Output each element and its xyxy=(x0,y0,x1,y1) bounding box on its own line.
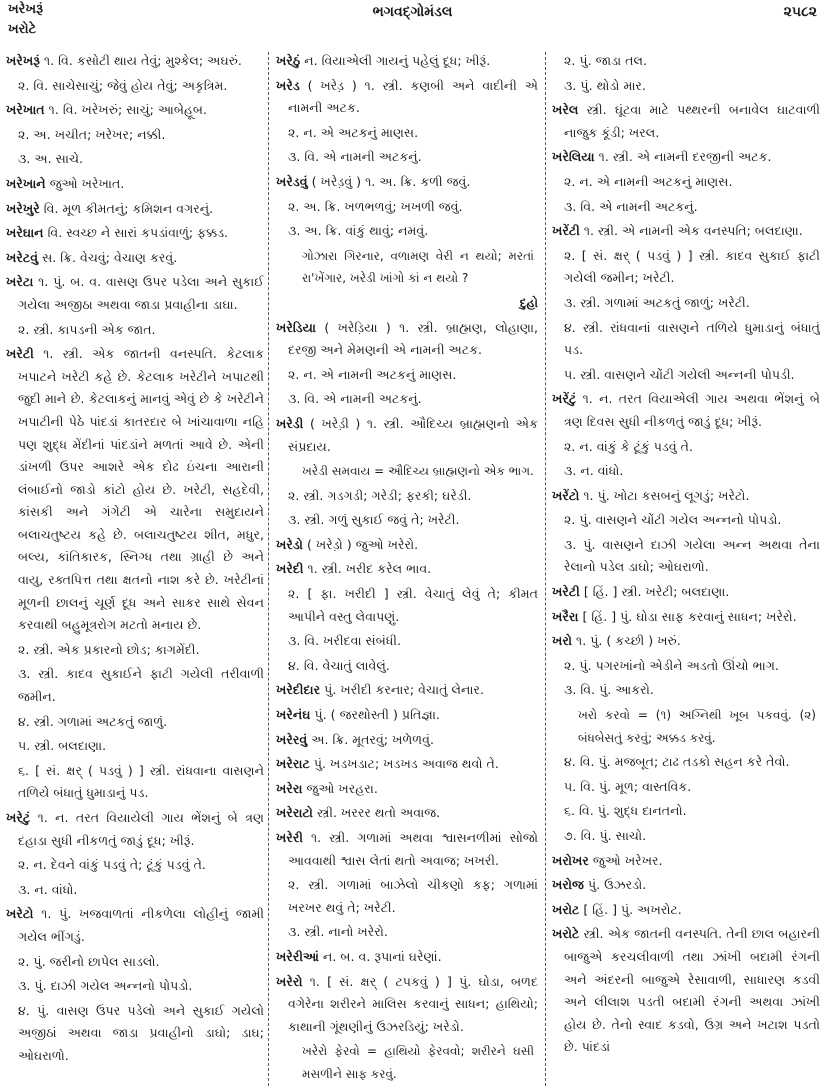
definition-text: ૧. [ સં. ક્ષર્ ( ટપકવું ) ] પું. ઘોડા, બળદ વગેરેના શરીરને માલિસ કરવાનું સાધન; હાથિયો; કાથાની ગૂંથણીનું ઉઝરડિયું; ખરેડો. xyxy=(288,973,538,1034)
definition-text: ( ખરેડ઼ી ) ૧. સ્ત્રી. ઔદિચ્ય બ્રાહ્મણનો એક સંપ્રદાય. xyxy=(288,415,538,454)
dictionary-entry xyxy=(276,50,538,73)
dictionary-entry xyxy=(552,630,820,653)
definition-text: ૨. [ સં. ક્ષર્ ( પડવું ) ] સ્ત્રી. કાદવ સુકાઈ ફાટી ગયેલી જમીન; ખરેટી. xyxy=(564,247,820,286)
definition-text: ૨. [ ફા. ખરીદી ] સ્ત્રી. વેચાતું લેવું તે; કીમત આપીને વસ્તુ લેવાપણું. xyxy=(288,586,538,624)
definition-text: સ. ક્રિ. વેચવું; વેચાણ કરવું. xyxy=(42,249,178,265)
definition-text: ૧. વિ. ખરેખરું; સાચું; આબેહૂબ. xyxy=(48,102,208,118)
entry-sense xyxy=(552,800,820,823)
entry-sense xyxy=(6,735,264,758)
definition-text: ( ખરેડ઼િયા ) ૧. સ્ત્રી. બ્રાહ્મણ, લોહાણા, દરજી અને મેમણની એ નામની અટક. xyxy=(288,319,538,358)
definition-text: [ હિં. ] સ્ત્રી. ખરેટી; બલદાણા. xyxy=(583,584,730,600)
headword: ખરેઘાન xyxy=(6,225,44,241)
definition-text: ( ખરેડ઼ ) ૧. સ્ત્રી. કણબી અને વાદીની એ નામની અટક. xyxy=(288,77,538,116)
dictionary-entry xyxy=(552,220,820,243)
dictionary-entry xyxy=(276,729,538,752)
entry-sense xyxy=(552,436,820,459)
definition-text: ખરો કરવો = (૧) અગ્નિથી ખૂબ પકવવું. (૨) બંધબેસતું કરવું; અક્કડ કરવું. xyxy=(578,708,816,745)
dictionary-entry xyxy=(276,802,538,825)
entry-sense xyxy=(552,655,820,678)
dictionary-entry xyxy=(276,827,538,872)
headword: ખરેટું xyxy=(6,810,31,825)
headword: ખરેરા xyxy=(276,780,303,796)
definition-text: ૩. વિ. એ નામની અટકનું. xyxy=(288,149,422,165)
headword: ખરેખાત xyxy=(6,102,45,118)
entry-sense xyxy=(276,921,538,944)
definition-text: ન. બ. વ. રૂપાનાં ઘરેણાં. xyxy=(323,948,442,964)
entry-sense xyxy=(552,364,820,387)
dictionary-entry xyxy=(6,343,264,637)
headword: ખરેરાટ xyxy=(276,756,310,772)
headword: ખરેટા xyxy=(6,274,34,290)
definition-text: ૩. સ્ત્રી. ગળામાં અટકતું જાળું; ખરેટી. xyxy=(564,294,750,310)
definition-text: ૧. પું. ( કચ્છી ) ખરું. xyxy=(576,633,681,649)
dictionary-entry xyxy=(6,247,264,270)
definition-text: ૨. સ્ત્રી. એક પ્રકારનો છોડ; કાગમેંદી. xyxy=(18,641,200,657)
headword: ખરેઠું xyxy=(276,53,301,68)
dictionary-entry xyxy=(276,171,538,194)
headword: ખરેરવું xyxy=(276,731,308,747)
entry-sense xyxy=(6,663,264,708)
dictionary-entry xyxy=(6,173,264,196)
quote-source xyxy=(276,292,538,315)
column-divider xyxy=(545,52,546,1086)
definition-text: અ. ક્રિ. મૂતરવું; ખળેળવું. xyxy=(311,731,434,747)
definition-text: પું. ખડખડાટ; ખડખડ અવાજ થવો તે. xyxy=(313,756,499,772)
definition-text: વિ. મૂળ કીમતનું; કમિશન વગરનું. xyxy=(43,200,214,216)
entry-sense xyxy=(6,879,264,902)
definition-text: ૧. ન. તરત વિયાયેલી ગાય ભેંશનું બે ત્રણ દહાડા સુધી નીકળતું જાડું દૂધ; ખીરૂં. xyxy=(18,810,264,848)
dictionary-entry xyxy=(6,271,264,316)
definition-text: ૨. સ્ત્રી. ગળામાં બાઝેલો ચીકણો કફ; ગળામાં ખરખર થવું તે; ખરેટી. xyxy=(288,877,538,915)
entry-sense xyxy=(276,583,538,628)
definition-text: ૩. ન. વાંધો. xyxy=(564,463,624,479)
entry-sense xyxy=(276,509,538,532)
page-title: ભગવદ્ગોમંડલ xyxy=(372,4,453,20)
headword: ખરેરી xyxy=(276,830,303,845)
definition-text: ૩. પું. વાસણને દાઝી ગયેલા અન્ન અથવા તેના રેલાનો પડેલ ડાઘો; ઓઘરાળો. xyxy=(564,536,820,575)
definition-text: ૩. વિ. એ નામની અટકનું. xyxy=(564,198,698,214)
entry-sense xyxy=(552,196,820,219)
definition-text: ૧. સ્ત્રી. ગળામાં અથવા શ્વાસનળીમાં સોજો આવવાથી શ્વાસ લેતાં થતો અવાજ; ખખરી. xyxy=(288,830,538,868)
definition-text: સ્ત્રી. ખરરર થતો અવાજ. xyxy=(316,805,441,821)
definition-text: જુઓ ખરહરા. xyxy=(306,780,378,796)
headword: ખરેરો xyxy=(276,973,303,989)
dictionary-entry xyxy=(552,99,820,144)
definition-text: ૬. [ સં. ક્ષર્ ( પડવું ) ] સ્ત્રી. રાંધવાના વાસણને તળિયે બંધાતું ધુમાડાનું પડ. xyxy=(18,762,264,801)
dictionary-entry xyxy=(552,146,820,169)
headword: ખરેટી xyxy=(6,346,34,362)
definition-text: ૫. વિ. પું. મૂળ; વાસ્તવિક. xyxy=(564,778,692,794)
dictionary-entry xyxy=(276,534,538,557)
dictionary-entry xyxy=(6,99,264,122)
headword: ખરોટે xyxy=(552,926,580,942)
dictionary-entry xyxy=(6,198,264,221)
entry-sense xyxy=(552,317,820,362)
dictionary-column-3 xyxy=(552,50,820,1086)
definition-text: ૩. ન. વાંધો. xyxy=(18,881,78,897)
dictionary-entry xyxy=(276,317,538,362)
headword: ખરો xyxy=(552,633,573,649)
entry-sense xyxy=(6,148,264,171)
dictionary-entry xyxy=(552,850,820,873)
definition-text: દુહો xyxy=(519,295,538,310)
entry-sense xyxy=(552,751,820,774)
headword: ખરેરીઆં xyxy=(276,948,319,964)
definition-text: ૧. સ્ત્રી. ખરીદ કરેલ ભાવ. xyxy=(307,561,432,577)
entry-sense xyxy=(276,220,538,243)
definition-text: ૧. સ્ત્રી. એ નામની એક વનસ્પતિ; બલદાણા. xyxy=(583,223,803,239)
headword: ખરેખરૂં xyxy=(6,53,40,68)
entry-sense xyxy=(552,292,820,315)
definition-text: ( ખરેડ઼ો ) જુઓ ખરેરો. xyxy=(306,536,419,552)
definition-text: ૨. પું. પગરખાંનો એડીને અડતો ઊંચો ભાગ. xyxy=(564,657,779,673)
dictionary-entry xyxy=(552,874,820,897)
definition-text: ૧. વિ. કસોટી થાય તેવું; મુશ્કેલ; અઘરું. xyxy=(43,53,242,68)
entry-sense xyxy=(276,388,538,411)
catchword-first: ખરેખરૂં xyxy=(8,2,44,17)
definition-text: ૫. સ્ત્રી. બલદાણા. xyxy=(18,738,107,754)
definition-text: ૨. ન. એ અટકનું માણસ. xyxy=(288,124,419,140)
definition-text: જુઓ ખરેખર. xyxy=(592,852,663,868)
entry-sense xyxy=(276,630,538,653)
definition-text: ૩. પું. દાઝી ગયેલ અન્નનો પોપડો. xyxy=(18,978,193,994)
entry-sense xyxy=(6,319,264,342)
entry-sense xyxy=(6,1000,264,1068)
headword: ખરેટવું xyxy=(6,249,39,265)
definition-text: ૨. અ. ખચીત; ખરેખર; નક્કી. xyxy=(18,126,166,142)
headword: ખરેખુરે xyxy=(6,200,40,216)
definition-text: ૨. ન. એ નામની અટકનું માણસ. xyxy=(288,366,457,382)
headword: ખરેરાટો xyxy=(276,805,313,821)
headword: ખરેડો xyxy=(276,536,303,552)
definition-text: ( ખરેડ઼વું ) ૧. અ. ક્રિ. કળી જવું. xyxy=(311,173,471,189)
definition-text: ૪. સ્ત્રી. ગળામાં અટકતું જાળું. xyxy=(18,713,168,729)
definition-text: જુઓ ખરેખાત. xyxy=(49,175,125,191)
definition-text: ૧. સ્ત્રી. એ નામની દરજીની અટક. xyxy=(598,149,772,165)
definition-text: ૩. વિ. એ નામની અટકનું. xyxy=(288,391,422,407)
definition-text: ૬. વિ. પું. શુદ્ધ દાનતનો. xyxy=(564,803,687,819)
definition-text: ૨. વિ. સાચેસાચું; જેવું હોય તેવું; અકૃત્રિમ. xyxy=(18,77,228,93)
column-divider xyxy=(268,52,269,1086)
entry-sense xyxy=(552,245,820,290)
headword: ખરેનંઘ xyxy=(276,707,311,723)
headword: ખરોખર xyxy=(552,852,589,868)
definition-text: [ હિં. ] પું. ઘોડા સાફ કરવાનું સાધન; ખરેરો. xyxy=(582,608,797,624)
dictionary-entry xyxy=(6,807,264,852)
definition-text: ૪. પું. વાસણ ઉપર પડેલો અને સુકાઈ ગયેલો અજીઠાં અથવા જાડા પ્રવાહીનો ડાઘો; ડાઘ; ઓઘરાળો. xyxy=(18,1002,264,1063)
headword: ખરેદી xyxy=(276,561,304,577)
dictionary-entry xyxy=(6,903,264,948)
definition-text: ૨. પું. જરીનો છાપેલ સાડલો. xyxy=(18,953,160,969)
dictionary-entry xyxy=(552,899,820,922)
headword: ખરેલ xyxy=(552,102,579,118)
dictionary-entry xyxy=(276,704,538,727)
definition-text: ૧. ન. તરત વિયાએલી ગાય અથવા ભેંશનું બે ત્રણ દિવસ સુધી નીકળતું જાડું દૂધ; ખીરૂં. xyxy=(564,391,820,429)
definition-text: ૩. પું. થોડો માર. xyxy=(564,77,646,93)
definition-text: ૭. વિ. પું. સાચો. xyxy=(564,828,647,843)
definition-text: ૨. ન. વાંકું કે ટૂંકું પડવું તે. xyxy=(564,438,694,454)
definition-text: પું. ઉઝરડો. xyxy=(587,877,647,893)
entry-sense xyxy=(276,146,538,169)
usage-example xyxy=(276,245,538,290)
headword: ખરેંટી xyxy=(552,223,580,239)
definition-text: ખરેરો ફેરવો = હાથિયો ફેરવવો; શરીરને ઘસી મસળીને સાફ કરવું. xyxy=(302,1044,534,1081)
entry-sense xyxy=(276,122,538,145)
entry-sense xyxy=(6,124,264,147)
definition-text: [ હિં. ] પું. અખરોટ. xyxy=(583,901,682,917)
definition-text: ૨. ન. એ નામની અટકનું માણસ. xyxy=(564,173,733,189)
entry-sense xyxy=(552,825,820,848)
dictionary-entry xyxy=(6,222,264,245)
entry-sense xyxy=(276,485,538,508)
definition-text: ૩. અ. સાચે. xyxy=(18,151,84,167)
dictionary-entry xyxy=(552,606,820,629)
definition-text: ૩. વિ. પું. આકરો. xyxy=(564,682,654,698)
headword: ખરેખાને xyxy=(6,175,46,191)
definition-text: ૧. સ્ત્રી. એક જાતની વનસ્પતિ. કેટલાક ખપાટને ખરેટી કહે છે. કેટલાક ખરેટીને ખપાટથી જુદી માને છે. કેટલાકનું માનવું એવું છે કે ખરેટીને ખપાટીની પેઠે પાંદડાં કાતરદાર બે ખાંચાવાળા નહિ પણ શુદ્ધ મેંદીનાં પાંદડાંને મળતાં આવે છે. એની ડાંખળી ઉપર આશરે એક દોઢ ઇંચના આરાની લંબાઈનો જાડો કાંટો હોય છે. ખરેટી, સહદેવી, કાંસકી અને ગંગેટી એ ચારેના સમુદાયને બલાચતુષ્ટય કહે છે. બલાચતુષ્ટય શીત, મધુર, બલ્ય, કાંતિકારક, સ્નિગ્ધ તથા ગ્રાહી છે અને વાયુ, રક્તપિત્ત તથા ક્ષતનો નાશ કરે છે. ખરેટીનાં મૂળની છાલનું ચૂર્ણ દૂધ અને સાકર સાથે સેવન કરવાથી બહુમૂત્રરોગ મટતો મનાય છે. xyxy=(18,346,264,633)
entry-sense xyxy=(552,75,820,98)
definition-text: ૫. સ્ત્રી. વાસણને ચોંટી ગયેલી અન્નની પોપડી. xyxy=(564,366,795,382)
dictionary-entry xyxy=(276,971,538,1039)
definition-text: ૨. સ્ત્રી. ગડગડી; ગરેડી; ફરકી; ઘરેડી. xyxy=(288,487,472,503)
entry-sense xyxy=(276,196,538,219)
dictionary-entry xyxy=(276,679,538,702)
entry-sense xyxy=(552,50,820,73)
definition-text: ૪. વિ. વેચાતું લાવેલું. xyxy=(288,657,390,673)
usage-example xyxy=(552,704,820,749)
dictionary-entry xyxy=(552,923,820,1059)
entry-sense xyxy=(552,534,820,579)
definition-text: ૩. સ્ત્રી. કાદવ સુકાઈને ફાટી ગયેલી તરીવાળી જમીન. xyxy=(18,666,264,705)
dictionary-entry xyxy=(552,388,820,433)
definition-text: ૪. વિ. પું. મજબૂત; ટાઢ તડકો સહન કરે તેવો. xyxy=(564,754,790,770)
dictionary-entry xyxy=(276,413,538,458)
dictionary-entry xyxy=(276,558,538,581)
headword: ખરેડી xyxy=(276,415,304,431)
usage-example xyxy=(276,460,538,483)
dictionary-entry xyxy=(276,778,538,801)
definition-text: ગોઝારા ગિરનાર, વળામણ વેરી ન થયો; મરતાં રા'ખેંગાર, ખરેડી ખાંગો કાં ન થયો ? xyxy=(302,248,534,286)
usage-example xyxy=(276,1040,538,1085)
definition-text: ૨. ન. દેવને વાંકું પડવું તે; ટૂંકું પડવું તે. xyxy=(18,857,206,873)
entry-sense xyxy=(6,854,264,877)
headword: ખરેટી xyxy=(552,584,580,600)
definition-text: વિ. સ્વચ્છ ને સારાં કપડાંવાળું; ફક્કડ. xyxy=(47,225,229,241)
headword: ખરેડિયા xyxy=(276,319,317,335)
headword: ખરેટો xyxy=(6,906,34,922)
dictionary-entry xyxy=(552,485,820,508)
entry-sense xyxy=(6,951,264,974)
entry-sense xyxy=(6,760,264,805)
dictionary-entry xyxy=(276,753,538,776)
definition-text: ૩. સ્ત્રી. નાનો ખરેરો. xyxy=(288,924,388,940)
dictionary-column-2 xyxy=(276,50,538,1086)
dictionary-entry xyxy=(276,75,538,120)
entry-sense xyxy=(552,171,820,194)
definition-text: ૩. વિ. ખરીદવા સંબંધી. xyxy=(288,633,402,649)
definition-text: ૨. અ. ક્રિ. ખળભળવું; ખખળી જવું. xyxy=(288,198,463,214)
definition-text: પું. ખરીદી કરનાર; વેચાતું લેનાર. xyxy=(324,682,484,698)
definition-text: ખરેડી સમવાય = ઔદિચ્ય બ્રાહ્મણનો એક ભાગ. xyxy=(302,464,534,479)
entry-sense xyxy=(6,975,264,998)
catchword-last: ખરોટે xyxy=(8,22,37,37)
page-number: ૨૫૮૨ xyxy=(783,4,817,20)
entry-sense xyxy=(552,776,820,799)
entry-sense xyxy=(552,679,820,702)
headword: ખરેડ xyxy=(276,77,300,93)
dictionary-entry xyxy=(552,581,820,604)
entry-sense xyxy=(6,639,264,662)
definition-text: ૨. સ્ત્રી. કાપડની એક જાત. xyxy=(18,321,156,337)
headword: ખરેડવું xyxy=(276,173,308,189)
entry-sense xyxy=(6,75,264,98)
definition-text: ૩. સ્ત્રી. ગળું સુકાઈ જવું તે; ખરેટી. xyxy=(288,512,460,528)
dictionary-entry xyxy=(276,946,538,969)
entry-sense xyxy=(276,874,538,919)
entry-sense xyxy=(276,655,538,678)
entry-sense xyxy=(552,509,820,532)
entry-sense xyxy=(6,711,264,734)
definition-text: ૨. પું. વાસણને ચોંટી ગયેલ અન્નનો પોપડો. xyxy=(564,512,782,528)
definition-text: ૧. પું. બ. વ. વાસણ ઉપર પડેલા અને સુકાઈ ગયેલા અજીઠા અથવા જાડા પ્રવાહીના ડાઘા. xyxy=(18,274,264,312)
definition-text: સ્ત્રી. એક જાતની વનસ્પતિ. તેની છાલ બહારની બાજુએ કરચલીવાળી તથા ઝાંખી બદામી રંગની અને અંદરની બાજુએ રેસાવાળી, સાધારણ કડવી અને લીલાશ પડતી બદામી રંગની અથવા ઝાંખી હોય છે. તેનો સ્વાદ કડવો, ઉગ્ર અને ખટાશ પડતો છે. પાંદડાં xyxy=(564,926,820,1055)
entry-sense xyxy=(276,364,538,387)
entry-sense xyxy=(552,460,820,483)
definition-text: ન. વિયાએલી ગાયનું પહેલું દૂધ; ખીરૂં. xyxy=(304,53,491,68)
headword: ખરેંટો xyxy=(552,487,580,503)
headword: ખરેંટું xyxy=(552,391,577,407)
definition-text: સ્ત્રી. ઘૂંટવા માટે પથ્થરની બનાવેલ ઘાટવાળી નાજુક કૂંડી; ખરલ. xyxy=(564,102,820,140)
headword: ખરેદીદાર xyxy=(276,682,321,698)
definition-text: ૪. સ્ત્રી. રાંધવાનાં વાસણને તળિયે ધુમાડાનું બંધાતું પડ. xyxy=(564,319,820,358)
dictionary-entry xyxy=(6,50,264,73)
headword: ખરોટ xyxy=(552,901,580,917)
definition-text: ૨. પું. જાડા તલ. xyxy=(564,53,648,68)
headword: ખરોજ xyxy=(552,877,584,893)
definition-text: પું. ( જરથોસ્તી ) પ્રતિજ્ઞા. xyxy=(314,707,440,723)
headword: ખરૈરા xyxy=(552,608,579,624)
definition-text: ૧. પું. ખોટા કસબનું લૂગડું; ખરેટો. xyxy=(583,487,750,503)
definition-text: ૩. અ. ક્રિ. વાંકું થાવું; નમવું. xyxy=(288,223,429,239)
dictionary-column-1 xyxy=(6,50,264,1086)
headword: ખરેલિયા xyxy=(552,149,595,165)
definition-text: ૧. પું. ખજવાળતાં નીકળેલા લોહીનું જામી ગયેલ ભીંગડું. xyxy=(18,906,264,944)
